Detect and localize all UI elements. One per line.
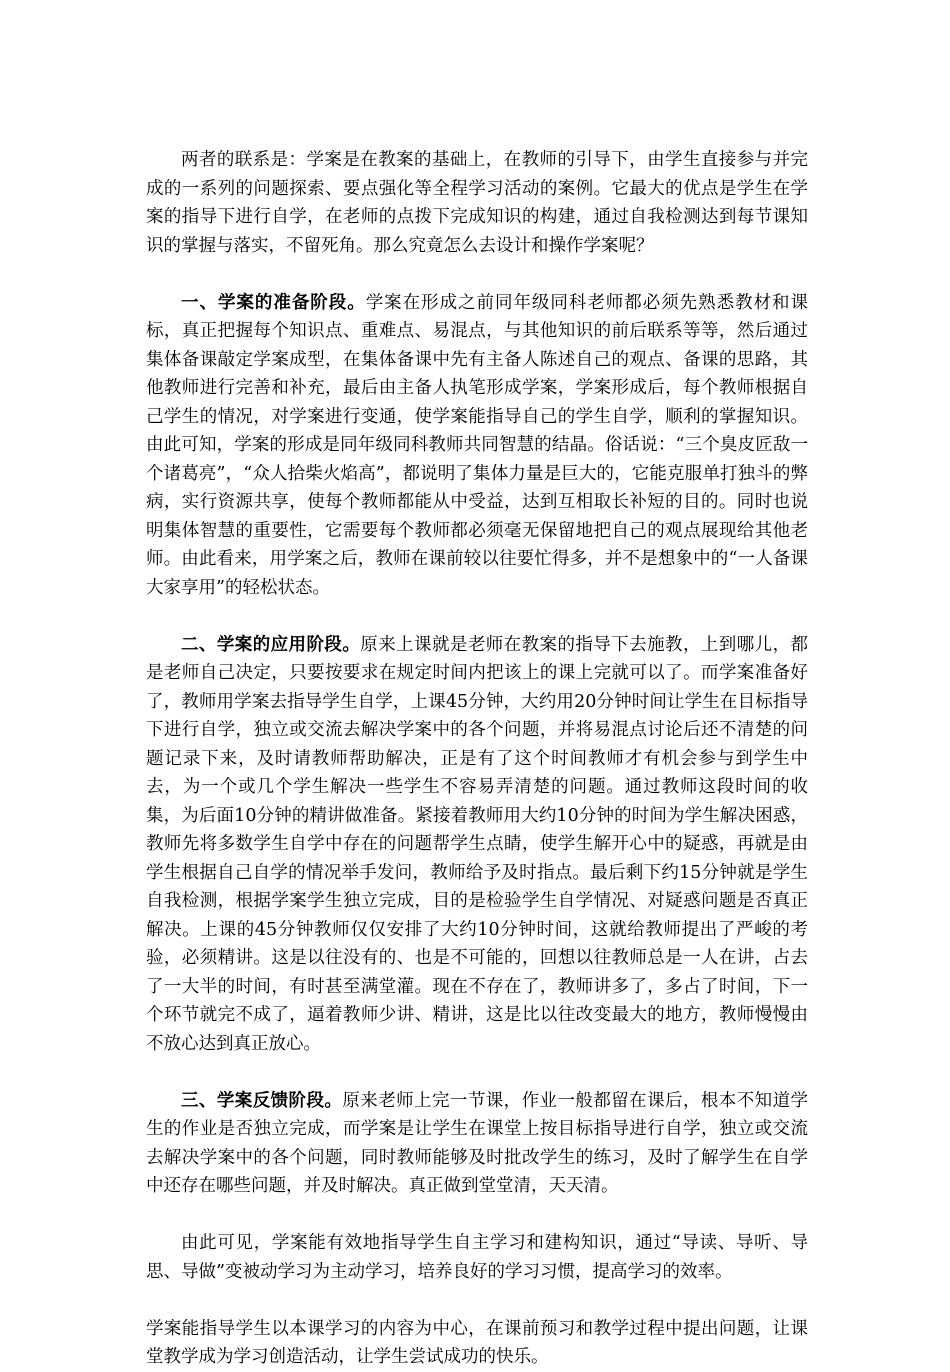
section-2-paragraph (146, 631, 808, 1059)
section-2-body: 原来上课就是老师在教案的指导下去施教，上到哪儿，都是老师自己决定，只要按要求在规定时间内把该上的课上完就可以了。而学案准备好了，教师用学案去指导学生自学，上课45分钟，大约用20分钟时间让学生在目标指导下进行自学，独立或交流去解决学案中的各个问题，并将易混点讨论后还不清楚的问题记录下来，及时请教师帮助解决，正是有了这个时间教师才有机会参与到学生中去，为一个或几个学生解决一些学生不容易弄清楚的问题。通过教师这段时间的收集，为后面10分钟的精讲做准备。紧接着教师用大约10分钟的时间为学生解决困惑，教师先将多数学生自学中存在的问题帮学生点睛，使学生解开心中的疑惑，再就是由学生根据自己自学的情况举手发问，教师给予及时指点。最后剩下约15分钟就是学生自我检测，根据学案学生独立完成，目的是检验学生自学情况、对疑惑问题是否真正解决。上课的45分钟教师仅仅安排了大约10分钟时间，这就给教师提出了严峻的考验，必须精讲。这是以往没有的、也是不可能的，回想以往教师总是一人在讲，占去了一大半的时间，有时甚至满堂灌。现在不存在了，教师讲多了，多占了时间，下一个环节就完不成了，逼着教师少讲、精讲，这是比以往改变最大的地方，教师慢慢由不放心达到真正放心。 (146, 634, 808, 1054)
section-2-heading: 二、学案的应用阶段。 (181, 634, 361, 655)
section-1-paragraph (146, 289, 808, 603)
conclusion-paragraph: 由此可见，学案能有效地指导学生自主学习和建构知识，通过“导读、导听、导思、导做”变被动学习为主动学习，培养良好的学习习惯，提高学习的效率。 (146, 1233, 808, 1282)
document-page (146, 146, 808, 1372)
section-1-body: 学案在形成之前同年级同科老师都必须先熟悉教材和课标，真正把握每个知识点、重难点、易混点，与其他知识的前后联系等等，然后通过集体备课敲定学案成型，在集体备课中先有主备人陈述自己的观点、备课的思路，其他教师进行完善和补充，最后由主备人执笔形成学案，学案形成后，每个教师根据自己学生的情况，对学案进行变通，使学案能指导自己的学生自学，顺利的掌握知识。由此可知，学案的形成是同年级同科教师共同智慧的结晶。俗话说：“三个臭皮匠敌一个诸葛亮”，“众人拾柴火焰高”，都说明了集体力量是巨大的，它能克服单打独斗的弊病，实行资源共享，使每个教师都能从中受益，达到互相取长补短的目的。同时也说明集体智慧的重要性，它需要每个教师都必须毫无保留地把自己的观点展现给其他老师。由此看来，用学案之后，教师在课前较以往要忙得多，并不是想象中的“一人备课大家享用”的轻松状态。 (146, 292, 809, 598)
intro-paragraph: 两者的联系是：学案是在教案的基础上，在教师的引导下，由学生直接参与并完成的一系列的问题探索、要点强化等全程学习活动的案例。它最大的优点是学生在学案的指导下进行自学，在老师的点拨下完成知识的构建，通过自我检测达到每节课知识的掌握与落实，不留死角。那么究竟怎么去设计和操作学案呢？ (146, 150, 808, 256)
closing-paragraph: 学案能指导学生以本课学习的内容为中心，在课前预习和教学过程中提出问题，让课堂教学成为学习创造活动，让学生尝试成功的快乐。 (146, 1318, 808, 1367)
section-3-heading: 三、学案反馈阶段。 (181, 1090, 343, 1111)
section-3-paragraph (146, 1087, 808, 1201)
section-1-heading: 一、学案的准备阶段。 (181, 292, 366, 313)
section-3-body: 原来老师上完一节课，作业一般都留在课后，根本不知道学生的作业是否独立完成，而学案是让学生在课堂上按目标指导进行自学，独立或交流去解决学案中的各个问题，同时教师能够及时批改学生的练习，及时了解学生在自学中还存在哪些问题，并及时解决。真正做到堂堂清，天天清。 (146, 1090, 809, 1196)
